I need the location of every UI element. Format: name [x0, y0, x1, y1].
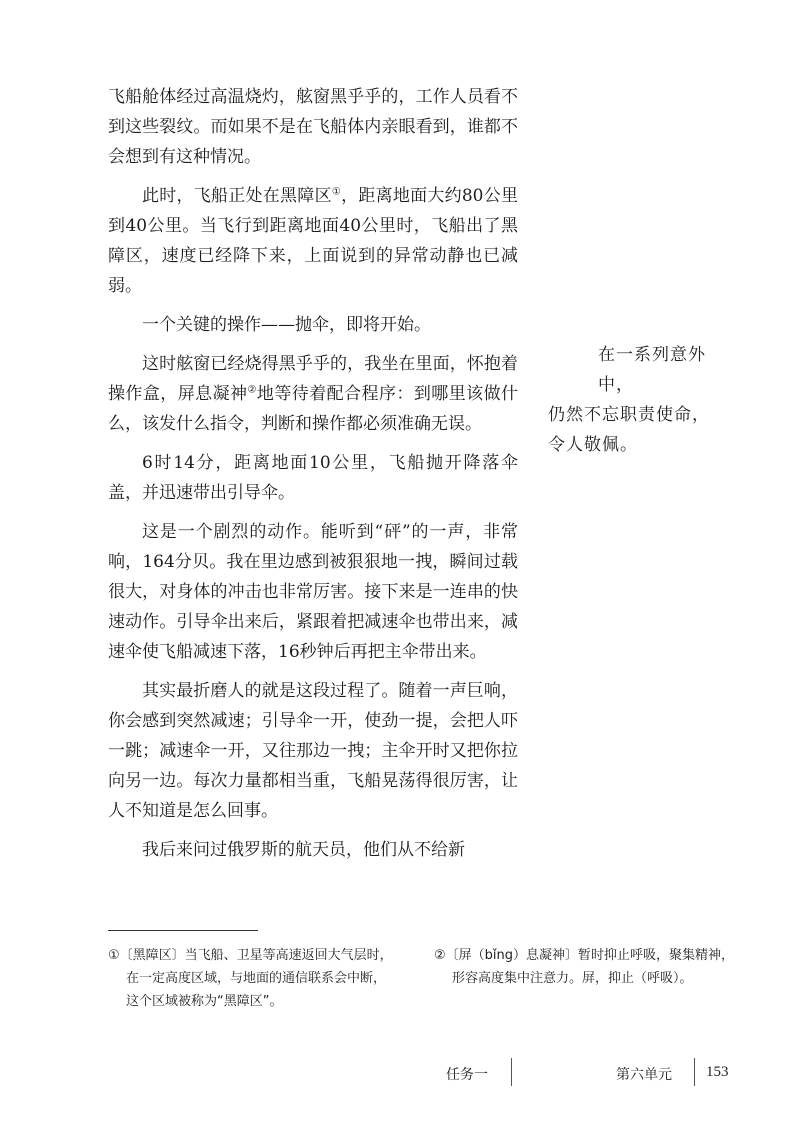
footer-unit: 第六单元	[616, 1067, 672, 1083]
footnote-2	[434, 944, 754, 990]
page-number: 153	[706, 1064, 729, 1080]
annotation-line-1: 在一系列意外中，	[598, 345, 706, 395]
paragraph-1: 飞船舱体经过高温烧灼，舷窗黑乎乎的，工作人员看不到这些裂纹。而如果不是在飞船体内亲眼看到，谁都不会想到有这种情况。	[108, 87, 518, 167]
footnote-1-line-3: 这个区域被称为“黑障区”。	[126, 994, 283, 1009]
paragraph-7: 其实最折磨人的就是这段过程了。随着一声巨响，你会感到突然减速；引导伞一开，使劲一提，会把人吓一跳；减速伞一开，又往那边一拽；主伞开时又把你拉向另一边。每次力量都相当重，飞船晃荡得很厉害，让人不知道是怎么回事。	[108, 681, 518, 821]
footnote-ref-1: ①	[331, 186, 342, 198]
footer-divider-1	[511, 1058, 512, 1086]
paragraph-6: 这是一个剧烈的动作。能听到“砰”的一声，非常响，164分贝。我在里边感到被狠狠地一拽，瞬间过载很大，对身体的冲击也非常厉害。接下来是一连串的快速动作。引导伞出来后，紧跟着把减速伞也带出来，减速伞使飞船减速下落，16秒钟后再把主伞带出来。	[108, 522, 518, 662]
footnote-2-line-2: 形容高度集中注意力。屏，抑止（呼吸）。	[452, 971, 693, 986]
paragraph-3: 一个关键的操作——抛伞，即将开始。	[142, 315, 431, 335]
main-text	[108, 82, 518, 874]
paragraph-4: 这时舷窗已经烧得黑乎乎的，我坐在里面，怀抱着操作盒，屏息凝神②地等待着配合程序：到哪里该做什么，该发什么指令，判断和操作都必须准确无误。	[108, 354, 519, 434]
footer-task: 任务一	[446, 1067, 488, 1083]
paragraph-8: 我后来问过俄罗斯的航天员，他们从不给新	[142, 840, 465, 860]
margin-annotation	[548, 340, 738, 460]
footnote-ref-2: ②	[247, 384, 257, 396]
annotation-line-2: 仍然不忘职责使命，	[548, 405, 710, 425]
footer-divider-2	[694, 1058, 695, 1086]
annotation-line-3: 令人敬佩。	[548, 435, 638, 455]
paragraph-5: 6时14分，距离地面10公里，飞船抛开降落伞盖，并迅速带出引导伞。	[108, 453, 518, 503]
paragraph-2: 此时，飞船正处在黑障区①，距离地面大约80公里到40公里。当飞行到距离地面40公里时，飞船出了黑障区，速度已经降下来，上面说到的异常动静也已减弱。	[108, 186, 519, 296]
footnote-1-head: ①〔黑障区〕当飞船、卫星等高速返回大气层时，	[108, 948, 393, 963]
footnote-divider	[108, 930, 258, 931]
footnote-1-line-2: 在一定高度区域，与地面的通信联系会中断，	[126, 971, 387, 986]
footnote-2-head: ②〔屏（bǐng）息凝神〕暂时抑止呼吸，聚集精神，	[434, 948, 735, 963]
footnote-1	[108, 944, 418, 1013]
